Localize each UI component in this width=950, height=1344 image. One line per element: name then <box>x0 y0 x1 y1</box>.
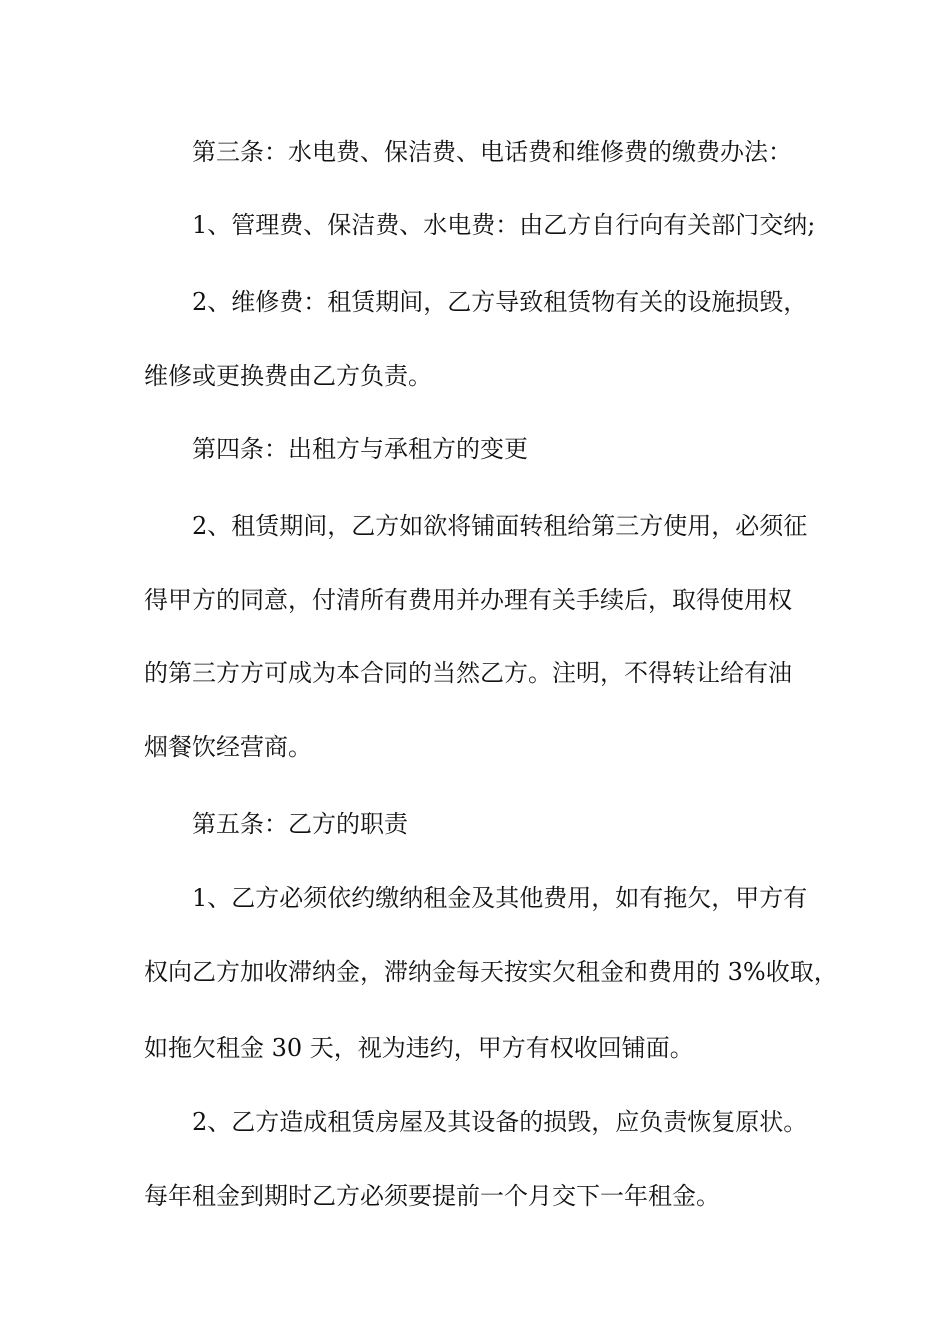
article-3-item-1: 1、管理费、保洁费、水电费：由乙方自行向有关部门交纳; <box>192 211 816 239</box>
article-3-heading: 第三条：水电费、保洁费、电话费和维修费的缴费办法： <box>192 138 792 166</box>
article-4-item-2-cont-3: 烟餐饮经营商。 <box>144 733 312 761</box>
article-4-item-2-cont-2: 的第三方方可成为本合同的当然乙方。注明，不得转让给有油 <box>144 659 792 687</box>
article-3-item-2: 2、维修费：租赁期间，乙方导致租赁物有关的设施损毁， <box>192 288 808 316</box>
article-4-item-2-cont-1: 得甲方的同意，付清所有费用并办理有关手续后，取得使用权 <box>144 586 792 614</box>
article-4-item-2: 2、租赁期间，乙方如欲将铺面转租给第三方使用，必须征 <box>192 512 808 540</box>
article-4-heading: 第四条：出租方与承租方的变更 <box>192 435 528 463</box>
article-5-item-2-cont: 每年租金到期时乙方必须要提前一个月交下一年租金。 <box>144 1182 720 1210</box>
article-5-item-1-cont-2: 如拖欠租金 30 天，视为违约，甲方有权收回铺面。 <box>144 1034 694 1062</box>
article-5-item-1: 1、乙方必须依约缴纳租金及其他费用，如有拖欠，甲方有 <box>192 884 808 912</box>
article-5-heading: 第五条：乙方的职责 <box>192 810 408 838</box>
article-5-item-1-cont-1: 权向乙方加收滞纳金，滞纳金每天按实欠租金和费用的 3%收取， <box>144 958 838 986</box>
article-3-item-2-cont: 维修或更换费由乙方负责。 <box>144 362 432 390</box>
article-5-item-2: 2、乙方造成租赁房屋及其设备的损毁，应负责恢复原状。 <box>192 1108 808 1136</box>
